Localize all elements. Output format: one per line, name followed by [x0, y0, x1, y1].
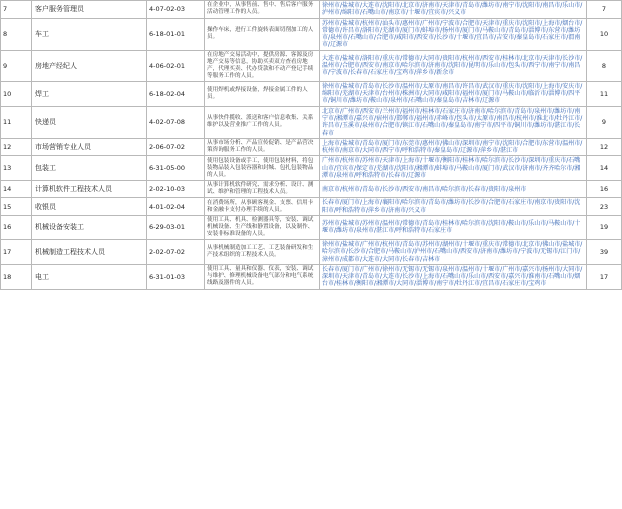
table-row: [1, 106, 622, 138]
occupation-name: 收银员: [32, 198, 147, 216]
city-count: 39: [587, 239, 622, 264]
city-list: [320, 106, 587, 138]
row-index: 17: [1, 239, 32, 264]
occupation-description: [205, 18, 320, 50]
city-list: [320, 50, 587, 81]
occupation-description: [205, 198, 320, 216]
description-text: 使用工具、机具、检测器具等，安装、调试机械设备、生产线和静置设备，以及制作、安装非标准设备的人员。: [207, 216, 314, 237]
city-list: [320, 181, 587, 198]
row-index: 10: [1, 81, 32, 106]
description-text: 从事机械制造加工工艺、工艺装备研发和生产技术组织的工程技术人员。: [207, 244, 314, 258]
city-list: [320, 215, 587, 239]
row-index: 8: [1, 18, 32, 50]
description-text: 从事市场分析、产品宣传促销、是产品营决策咨询服务工作的人员。: [207, 140, 314, 154]
city-count: 8: [587, 50, 622, 81]
city-count: 16: [587, 181, 622, 198]
description-text: 在房地产交易活动中，提供房源、客源及房地产交易等信息，协助买卖双方查看房地产，代理买卖、代办贷款和不动产登记手续等服务工作的人员。: [207, 51, 314, 79]
city-count: 11: [587, 81, 622, 106]
occupation-name: 客户服务管理员: [32, 1, 147, 19]
table-row: [1, 198, 622, 216]
city-list-text: 广州市/杭州市/苏州市/天津市/上海市/十堰市/衡阳市/桂林市/哈尔滨市/长沙市/深圳市/重庆市/石嘴山市/宜宾市/保定市/芜湖市/沈阳市/湘潭市/蚌埠市/马鞍山市/厦门市/武汉市/济南市/齐齐哈尔市/湘潭市/泉州市/呼和浩特市/长春市/辽源市: [322, 157, 581, 180]
occupation-name: 市场营销专业人员: [32, 138, 147, 156]
city-list: [320, 18, 587, 50]
occupation-code: 4-07-02-03: [147, 1, 205, 19]
description-text: 使用包装设备或手工，使用包装材料，将包装物品装入包装容器和封缄、包扎包装物品的人员。: [207, 157, 314, 178]
row-index: 13: [1, 156, 32, 181]
table-row: [1, 81, 622, 106]
occupation-description: [205, 156, 320, 181]
row-index: 16: [1, 215, 32, 239]
occupation-description: [205, 50, 320, 81]
table-row: [1, 239, 622, 264]
row-index: 14: [1, 181, 32, 198]
occupation-code: 6-18-01-01: [147, 18, 205, 50]
city-list: [320, 1, 587, 19]
occupation-code: 4-06-02-01: [147, 50, 205, 81]
occupation-description: [205, 264, 320, 289]
city-list-text: 北京市/广州市/西安市/兰州市/福州市/桂林市/石家庄市/济南市/哈尔滨市/青岛市/泉州市/潍坊市/南宁市/湘潭市/嘉兴市/宿州市/邯郸市/福州市/赤峰市/包头市/太原市/南昌市/杭州市/淮北市/牡丹江市/许昌市/玉溪市/泉州市/合肥市/镇江市/石嘴山市/秦皇岛市/南宁市/四平市/铜川市/潍坊市/湛江市/长春市: [322, 107, 583, 137]
city-count: 17: [587, 264, 622, 289]
occupation-code: 6-31-01-03: [147, 264, 205, 289]
city-list-text: 徐州市/盐城市/广州市/杭州市/青岛市/苏州市/湖州市/十堰市/重庆市/常德市/北京市/佛山市/盐城市/哈尔滨市/长沙市/合肥市/马鞍山市/泸州市/石嘴山市/西安市/济南市/潍坊市/宁波市/无锡市/江门市/漳州市/成都市/大连市/大同市/长春市/吉林市: [322, 240, 583, 263]
city-count: 14: [587, 156, 622, 181]
city-list: [320, 198, 587, 216]
table-row: [1, 264, 622, 289]
city-list-text: 长春市/厦门市/上海市/襄阳市/哈尔滨市/青岛市/潍坊市/长沙市/合肥市/石家庄市/南京市/贵阳市/沈阳市/呼和浩特市/萍乡市/济南市/兴义市: [322, 199, 581, 214]
description-text: 使用焊机或焊接设备，焊接金属工件的人员。: [207, 86, 308, 100]
table-row: [1, 215, 622, 239]
occupation-description: [205, 215, 320, 239]
row-index: 11: [1, 106, 32, 138]
occupation-description: [205, 138, 320, 156]
occupation-description: [205, 1, 320, 19]
description-text: 从事计算机软件研究、需求分析、设计、测试、维护和管理的工程技术人员。: [207, 182, 314, 196]
city-list: [320, 81, 587, 106]
table-row: [1, 18, 622, 50]
row-index: 18: [1, 264, 32, 289]
occupation-name: 焊工: [32, 81, 147, 106]
table-row: [1, 138, 622, 156]
table-row: [1, 181, 622, 198]
occupation-code: 2-02-10-03: [147, 181, 205, 198]
occupation-name: 包装工: [32, 156, 147, 181]
city-list-text: 南京市/杭州市/青岛市/长沙市/西安市/南昌市/哈尔滨市/长春市/贵阳市/泉州市: [322, 185, 527, 193]
occupation-table-body: [1, 1, 622, 290]
row-index: 7: [1, 1, 32, 19]
city-list: [320, 239, 587, 264]
city-count: 10: [587, 18, 622, 50]
occupation-name: 电工: [32, 264, 147, 289]
description-text: 操作车床，进行工件旋转表面切削加工的人员。: [207, 27, 314, 41]
description-text: 从事快件揽收、派送和客户信息收集、关系维护以及营业推广工作的人员。: [207, 115, 314, 129]
city-list-text: 徐州市/盐城市/大连市/沈阳市/北京市/济南市/天津市/青岛市/潍坊市/南宁市/沈阳市/南昌市/乐山市/泸州市/绵阳市/石嘴山市/南京市/十堰市/宜宾市/兴义市: [322, 2, 583, 17]
city-list: [320, 156, 587, 181]
occupation-code: 6-31-05-00: [147, 156, 205, 181]
table-row: [1, 156, 622, 181]
occupation-code: 6-29-03-01: [147, 215, 205, 239]
table-row: [1, 50, 622, 81]
description-text: 使用工具、量具和仪器、仪表，安装、调试与维护、修理机械设备电气部分和电气系统线路及器件的人员。: [207, 266, 314, 287]
occupation-description: [205, 106, 320, 138]
occupation-name: 房地产经纪人: [32, 50, 147, 81]
table-row: [1, 1, 622, 19]
city-count: 12: [587, 138, 622, 156]
city-list-text: 徐州市/盐城市/青岛市/长沙市/温州市/太原市/南昌市/许昌市/武汉市/重庆市/沈阳市/上海市/安庆市/绵阳市/芜湖市/天津市/台州市/株洲市/大同市/咸阳市/福州市/厦门市/马鞍山市/临沂市/淄博市/四平市/铜川市/潍坊市/鞍山市/泉州市/石嘴山市/秦皇岛市/吉林市/辽源市: [322, 82, 583, 105]
occupation-code: 6-18-02-04: [147, 81, 205, 106]
occupation-name: 快递员: [32, 106, 147, 138]
city-count: 19: [587, 215, 622, 239]
city-count: 7: [587, 1, 622, 19]
occupation-description: [205, 181, 320, 198]
row-index: 15: [1, 198, 32, 216]
city-list-text: 长春市/厦门市/广州市/徐州市/无锡市/无锡市/泉州市/温州市/十堰市/广州市/嘉兴市/扬州市/大同市/深圳市/天津市/青岛市/大连市/长沙市/上海市/石嘴山市/乐山市/西安市/嘉兴市/淮南市/石嘴山市/烟台市/桂林市/衡阳市/湘潭市/大同市/淄博市/南宁市/牡丹江市/宜昌市/石家庄市/宝鸡市: [322, 265, 583, 288]
city-list-text: 苏州市/盐城市/杭州市/汕头市/惠州市/广州市/宁波市/合肥市/天津市/重庆市/沈阳市/上海市/烟台市/常德市/许昌市/洛阳市/芜湖市/厦门市/蚌埠市/扬州市/厦门市/马鞍山市/青岛市/淄博市/东营市/潍坊市/泉州市/石嘴山市/合肥市/咸阳市/西安市/长沙市/十堰市/宜昌市/吉安市/秦皇岛市/石家庄市/渭南市/辽源市: [322, 19, 583, 49]
occupation-description: [205, 239, 320, 264]
city-count: 9: [587, 106, 622, 138]
row-index: 9: [1, 50, 32, 81]
city-list: [320, 264, 587, 289]
city-list-text: 大连市/盐城市/洛阳市/重庆市/常德市/大同市/贵阳市/杭州市/西安市/桂林市/北京市/天津市/长沙市/温州市/合肥市/西安市/南京市/哈尔滨市/济南市/沈阳市/昆明市/乐山市/包头市/西宁市/南宁市/南昌市/宁波市/长春市/石家庄市/宝鸡市/萍乡市/新余市: [322, 54, 583, 77]
occupation-code: 2-06-07-02: [147, 138, 205, 156]
row-index: 12: [1, 138, 32, 156]
occupation-name: 机械制造工程技术人员: [32, 239, 147, 264]
occupation-code: 2-02-07-02: [147, 239, 205, 264]
city-list-text: 上海市/盐城市/青岛市/厦门市/东莞市/惠州市/佛山市/深圳市/南宁市/沈阳市/合肥市/东营市/温州市/杭州市/南京市/大同市/西宁市/呼和浩特市/秦皇岛市/辽源市/萍乡市/湛江市: [322, 139, 583, 155]
city-list-text: 苏州市/盐城市/苏州市/温州市/常德市/青岛市/桂林市/哈尔滨市/沈阳市/鞍山市/乐山市/马鞍山市/十堰市/潍坊市/泉州市/湛江市/呼和浩特市/石家庄市: [322, 220, 581, 235]
occupation-name: 计算机软件工程技术人员: [32, 181, 147, 198]
occupation-name: 车工: [32, 18, 147, 50]
description-text: 在企业中，从事售前、售中、售后客户服务活动管理工作的人员。: [207, 2, 314, 16]
occupation-description: [205, 81, 320, 106]
occupation-code: 4-01-02-04: [147, 198, 205, 216]
city-count: 23: [587, 198, 622, 216]
city-list: [320, 138, 587, 156]
occupation-name: 机械设备安装工: [32, 215, 147, 239]
description-text: 在消费场所，从事顾客现金、支票、信用卡和金融卡支付办理手续的人员。: [207, 199, 314, 213]
occupation-code: 4-02-07-08: [147, 106, 205, 138]
